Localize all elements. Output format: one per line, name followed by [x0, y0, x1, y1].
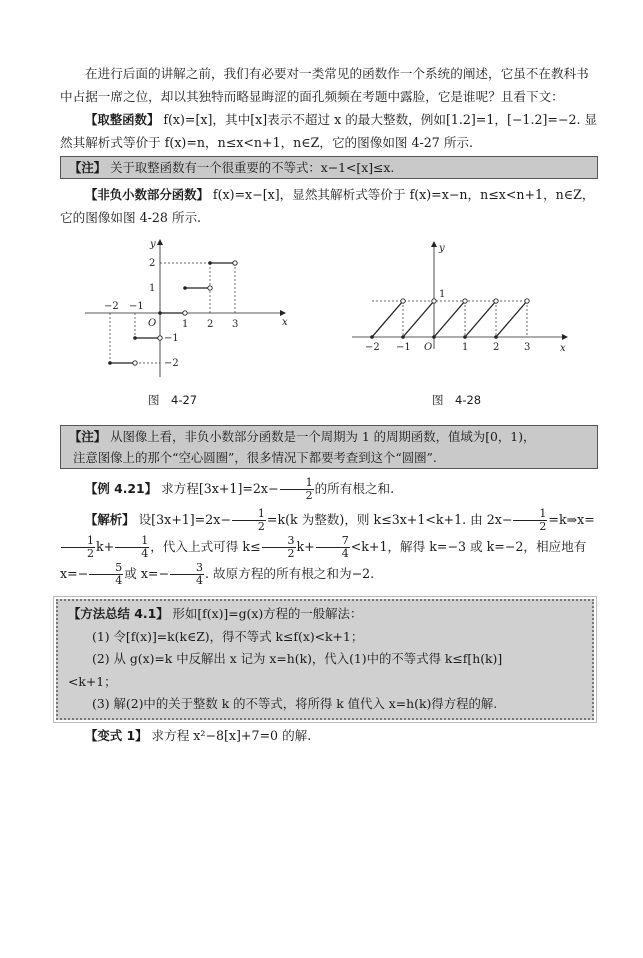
floor-function-text: f(x)=[x]，其中[x]表示不超过 x 的最大整数，例如[1.2]=1，[−1.2]=−2. 显然其解析式等价于 f(x)=n，n≤x<n+1，n∈Z，它的图像如图 4-27 所示. — [60, 112, 598, 150]
fraction: $\frac{3}{2}$ — [262, 535, 296, 560]
fig27-xtick: 1 — [182, 319, 189, 330]
fig27-y-label: y — [150, 239, 156, 250]
note-label: 【注】 — [69, 429, 107, 444]
fig27-xtick: −1 — [129, 301, 144, 312]
fraction: $\frac{1}{2}$ — [232, 508, 266, 533]
summary-title: 【方法总结 4.1】 形如[f(x)]=g(x)方程的一般解法： — [68, 606, 363, 621]
summary-step-2: (2) 从 g(x)=k 中反解出 x 记为 x=h(k)，代入(1)中的不等式得 k≤f[h(k)] — [92, 651, 503, 666]
fig27-ytick: −2 — [164, 358, 179, 369]
summary-step-2-cont: <k+1； — [68, 673, 117, 689]
example-4-21 — [60, 477, 598, 502]
summary-step-3: (3) 解(2)中的关于整数 k 的不等式，将所得 k 值代入 x=h(k)得方程的解. — [92, 696, 498, 711]
figure-4-28 — [350, 237, 570, 387]
intro-paragraph: 在进行后面的讲解之前，我们有必要对一类常见的函数作一个系统的阐述，它虽不在教科书中占据一席之位，却以其独特而略显晦涩的面孔频频在考题中露脸，它是谁呢？且看下文： — [60, 66, 589, 104]
note2-text-1: 从图像上看，非负小数部分函数是一个周期为 1 的周期函数，值域为[0，1)， — [106, 429, 536, 444]
page-content — [60, 62, 598, 747]
note2-line1 — [69, 426, 589, 447]
fraction: $\frac{1}{4}$ — [115, 535, 149, 560]
note-box-periodic — [60, 425, 598, 469]
fractional-part-text: f(x)=x−[x]，显然其解析式等价于 f(x)=x−n，n≤x<n+1，n∈Z，它的图像如图 4-28 所示. — [60, 187, 595, 225]
variant-label: 【变式 1】 — [85, 727, 148, 743]
floor-function-definition — [60, 108, 598, 154]
fig28-xtick: 2 — [493, 342, 500, 353]
solution-paragraph: 【解析】 设[3x+1]=2x− $\frac{1}{2}$ =k(k 为整数)，则 k≤3x+1<k+1. 由 2x− $\frac{1}{2}$ =k⇒x= $\frac{1}{2}$ k+ $\frac{1}{4}$ ，代入上式可得 k≤ $\frac{3}{2}$ k+ $\frac{7}{4}$ <k+1，解得 k=−3 或 k=−2，相应地有 x=− $\frac{5}{4}$ 或 x=− $\frac{3}{4}$ . 故原方程的所有根之和为−2. — [60, 507, 595, 587]
fraction: $\frac{1}{2}$ — [513, 508, 547, 533]
fractional-part-definition — [60, 183, 598, 229]
fig27-ytick: 1 — [149, 283, 156, 294]
fraction: $\frac{1}{2}$ — [61, 535, 95, 560]
fractional-part-label: 【非负小数部分函数】 — [85, 187, 209, 202]
example-label: 【例 4.21】 — [85, 481, 158, 496]
fig27-xtick: −2 — [104, 301, 119, 312]
note-label: 【注】 — [69, 160, 107, 175]
note-text: 关于取整函数有一个很重要的不等式：x−1<[x]≤x. — [106, 160, 395, 175]
fig27-ytick: −1 — [164, 333, 179, 344]
fraction: $\frac{1}{2}$ — [280, 477, 314, 502]
fig28-xtick: 3 — [524, 342, 531, 353]
fig27-origin: O — [148, 318, 157, 329]
fig28-xtick: −1 — [396, 342, 411, 353]
fig27-xtick: 3 — [232, 319, 239, 330]
fig27-xtick: 2 — [207, 319, 214, 330]
fig27-ytick: 2 — [149, 258, 156, 269]
figure-4-28-caption: 图 4-28 — [432, 393, 482, 407]
fig28-y-label: y — [439, 243, 445, 254]
fraction: $\frac{3}{4}$ — [170, 562, 204, 587]
figures-row — [60, 237, 598, 415]
fig28-xtick: 1 — [462, 342, 469, 353]
floor-function-label: 【取整函数】 — [85, 112, 160, 127]
figure-4-27 — [80, 237, 290, 387]
note-box-inequality — [60, 156, 598, 179]
solution-label: 【解析】 — [85, 512, 135, 527]
fig28-ytick: 1 — [439, 289, 446, 300]
example-text-pre: 求方程[3x+1]=2x− — [157, 481, 279, 496]
fig28-x-label: x — [560, 343, 566, 354]
fig28-origin: O — [424, 342, 433, 353]
fig27-x-label: x — [282, 317, 288, 328]
fig28-xtick: −2 — [365, 342, 380, 353]
note2-text-2: 注意图像上的那个“空心圆圈”，很多情况下都要考查到这个“圆圈”. — [73, 450, 437, 465]
figure-4-27-caption: 图 4-27 — [148, 393, 198, 407]
variant-1 — [60, 724, 598, 747]
summary-step-1: (1) 令[f(x)]=k(k∈Z)，得不等式 k≤f(x)<k+1； — [92, 628, 364, 644]
fraction: $\frac{5}{4}$ — [89, 562, 123, 587]
fraction: $\frac{7}{4}$ — [316, 535, 350, 560]
variant-text: 求方程 x²−8[x]+7=0 的解. — [147, 727, 312, 743]
example-text-post: 的所有根之和. — [314, 481, 395, 496]
summary-label: 【方法总结 4.1】 — [68, 606, 169, 621]
method-summary-box — [56, 599, 594, 720]
